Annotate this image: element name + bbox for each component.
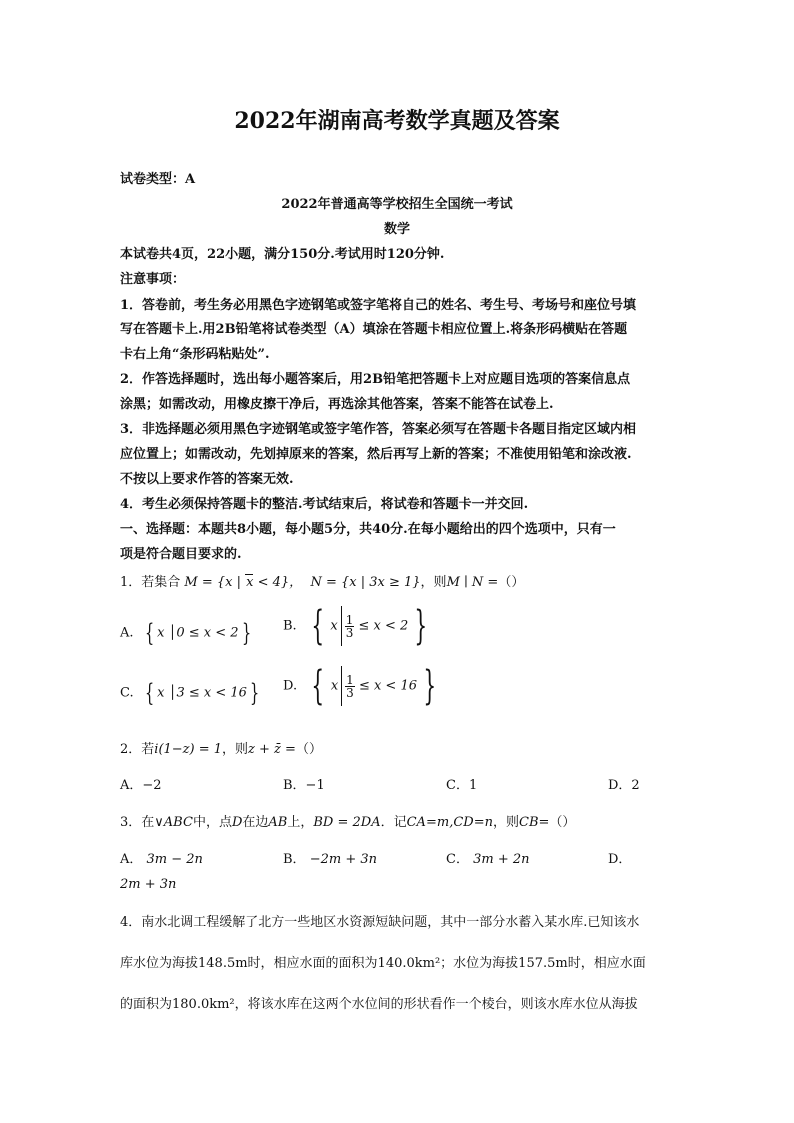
q1-option-a: A. { x │0 ≤ x < 2 } (120, 619, 251, 647)
q2-option-d: D．2 (608, 778, 640, 793)
notes-heading: 注意事项： (120, 272, 186, 287)
question-4-line: 库水位为海拔148.5m时，相应水面的面积为140.0km²；水位为海拔157.5m时，相应水面 (120, 956, 646, 971)
question-4-line: 4．南水北调工程缓解了北方一些地区水资源短缺问题，其中一部分水蓄入某水库.已知该水 (120, 915, 640, 930)
q2-option-b: B．−1 (283, 778, 325, 793)
q2-option-a: A．−2 (120, 778, 162, 793)
note-line: 涂黑；如需改动，用橡皮擦干净后，再选涂其他答案，答案不能答在试卷上. (120, 397, 554, 412)
intro: 本试卷共4页，22小题，满分150分.考试用时120分钟. (120, 247, 445, 262)
question-3: 3．在∨ABC中，点D在边AB上，BD = 2DA．记CA=m,CD=n，则CB=（） (120, 815, 576, 830)
section-heading: 项是符合题目要求的. (120, 547, 242, 562)
q1-option-c: C. { x │3 ≤ x < 16 } (120, 679, 260, 707)
note-line: 2．作答选择题时，选出每小题答案后，用2B铅笔把答题卡上对应题目选项的答案信息点 (120, 372, 631, 387)
q3-option-d-label: D． (608, 852, 632, 867)
note-line: 不按以上要求作答的答案无效. (120, 472, 294, 487)
question-4-line: 的面积为180.0km²，将该水库在这两个水位间的形状看作一个棱台，则该水库水位从海拔 (120, 997, 638, 1012)
note-line: 4．考生必须保持答题卡的整洁.考试结束后，将试卷和答题卡一并交回. (120, 497, 529, 512)
note-line: 1．答卷前，考生务必用黑色字迹钢笔或签字笔将自己的姓名、考生号、考场号和座位号填 (120, 298, 637, 313)
exam-name: 2022年普通高等学校招生全国统一考试 (281, 197, 513, 212)
paper-type: 试卷类型：A (120, 172, 196, 187)
note-line: 应位置上；如需改动，先划掉原来的答案，然后再写上新的答案；不准使用铅笔和涂改液. (120, 447, 632, 462)
note-line: 3．非选择题必须用黑色字迹钢笔或签字笔作答，答案必须写在答题卡各题目指定区域内相 (120, 422, 637, 437)
note-line: 卡右上角“条形码粘贴处”. (120, 347, 270, 362)
note-line: 写在答题卡上.用2B铅笔将试卷类型（A）填涂在答题卡相应位置上.将条形码横贴在答题 (120, 322, 628, 337)
q3-option-b: B． −2m + 3n (283, 852, 377, 867)
question-2: 2．若i(1−z) = 1，则z + z̄ =（） (120, 742, 322, 757)
q3-option-d-value: 2m + 3n (120, 877, 177, 892)
q3-option-a: A． 3m − 2n (120, 852, 203, 867)
section-heading: 一、选择题：本题共8小题，每小题5分，共40分.在每小题给出的四个选项中，只有一 (120, 522, 616, 537)
question-1: 1．若集合 M = {x | x < 4}， N = {x | 3x ≥ 1}，则M ∣ N =（） (120, 575, 525, 590)
q1-option-d: D. { x $\frac{1}{3}$ ≤ x < 16 } (283, 663, 437, 709)
page-title: 2022年湖南高考数学真题及答案 (234, 108, 560, 134)
q2-option-c: C．1 (446, 778, 478, 793)
q1-option-b: B. { x $\frac{1}{3}$ ≤ x < 2 } (283, 603, 428, 649)
subject: 数学 (383, 222, 410, 237)
q3-option-c: C． 3m + 2n (446, 852, 530, 867)
